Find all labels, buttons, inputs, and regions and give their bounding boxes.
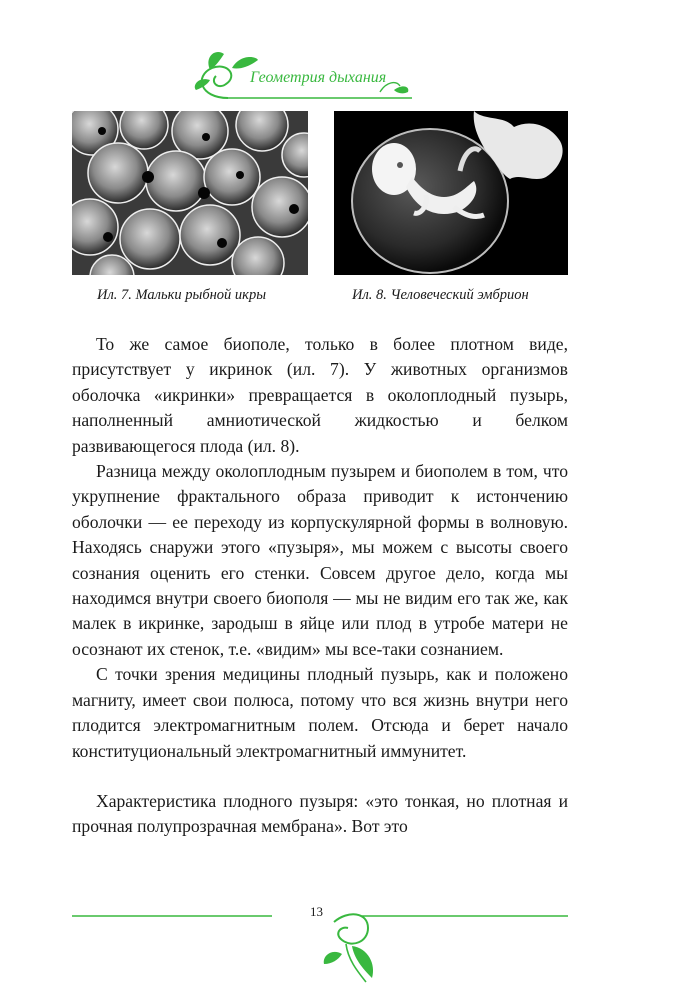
paragraph: То же самое биополе, только в более плотном виде, присутствует у икринок (ил. 7). У животных организмов оболочка «икринки» превращается в околоплодный пузырь, наполненный амниотической жидкостью и белком развивающегося плода (ил. 8). bbox=[72, 334, 568, 456]
embryo-image bbox=[334, 111, 568, 275]
page-number: 13 bbox=[310, 904, 323, 919]
paragraph: Разница между околоплодным пузырем и биополем в том, что укрупнение фрактального образа приводит к истончению оболочки — ее переходу из корпускулярной формы в волновую. Находясь снаружи этого «пузыря», мы можем с высоты своего сознания оценить его стенки. Совсем другое дело, когда мы находимся внутри своего биополя — мы не видим его так же, как малек в икринке, зародыш в яйце или плод в утробе матери не осознают их стенок, т.е. «видим» мы все-таки сознанием. bbox=[72, 461, 568, 659]
figure-fish-eggs bbox=[72, 111, 308, 275]
page-footer bbox=[72, 888, 568, 988]
paragraph: С точки зрения медицины плодный пузырь, как и положено магниту, имеет свои полюса, потому что вся жизнь внутри него плодится электромагнитным полем. Отсюда и берет начало конституциональный электромагнитный иммунитет. bbox=[72, 664, 568, 761]
figure-7-caption: Ил. 7. Мальки рыбной икры bbox=[97, 287, 267, 303]
body-text bbox=[72, 332, 568, 840]
figure-human-embryo bbox=[334, 111, 568, 275]
vine-footer-ornament-icon bbox=[72, 888, 568, 988]
running-header-title: Геометрия дыхания bbox=[250, 69, 387, 86]
running-header bbox=[180, 46, 420, 106]
fish-eggs-image bbox=[72, 111, 308, 275]
figure-8-caption: Ил. 8. Человеческий эмбрион bbox=[352, 287, 529, 303]
paragraph: Характеристика плодного пузыря: «это тонкая, но плотная и прочная полупрозрачная мембрана». Вот это bbox=[72, 790, 568, 837]
